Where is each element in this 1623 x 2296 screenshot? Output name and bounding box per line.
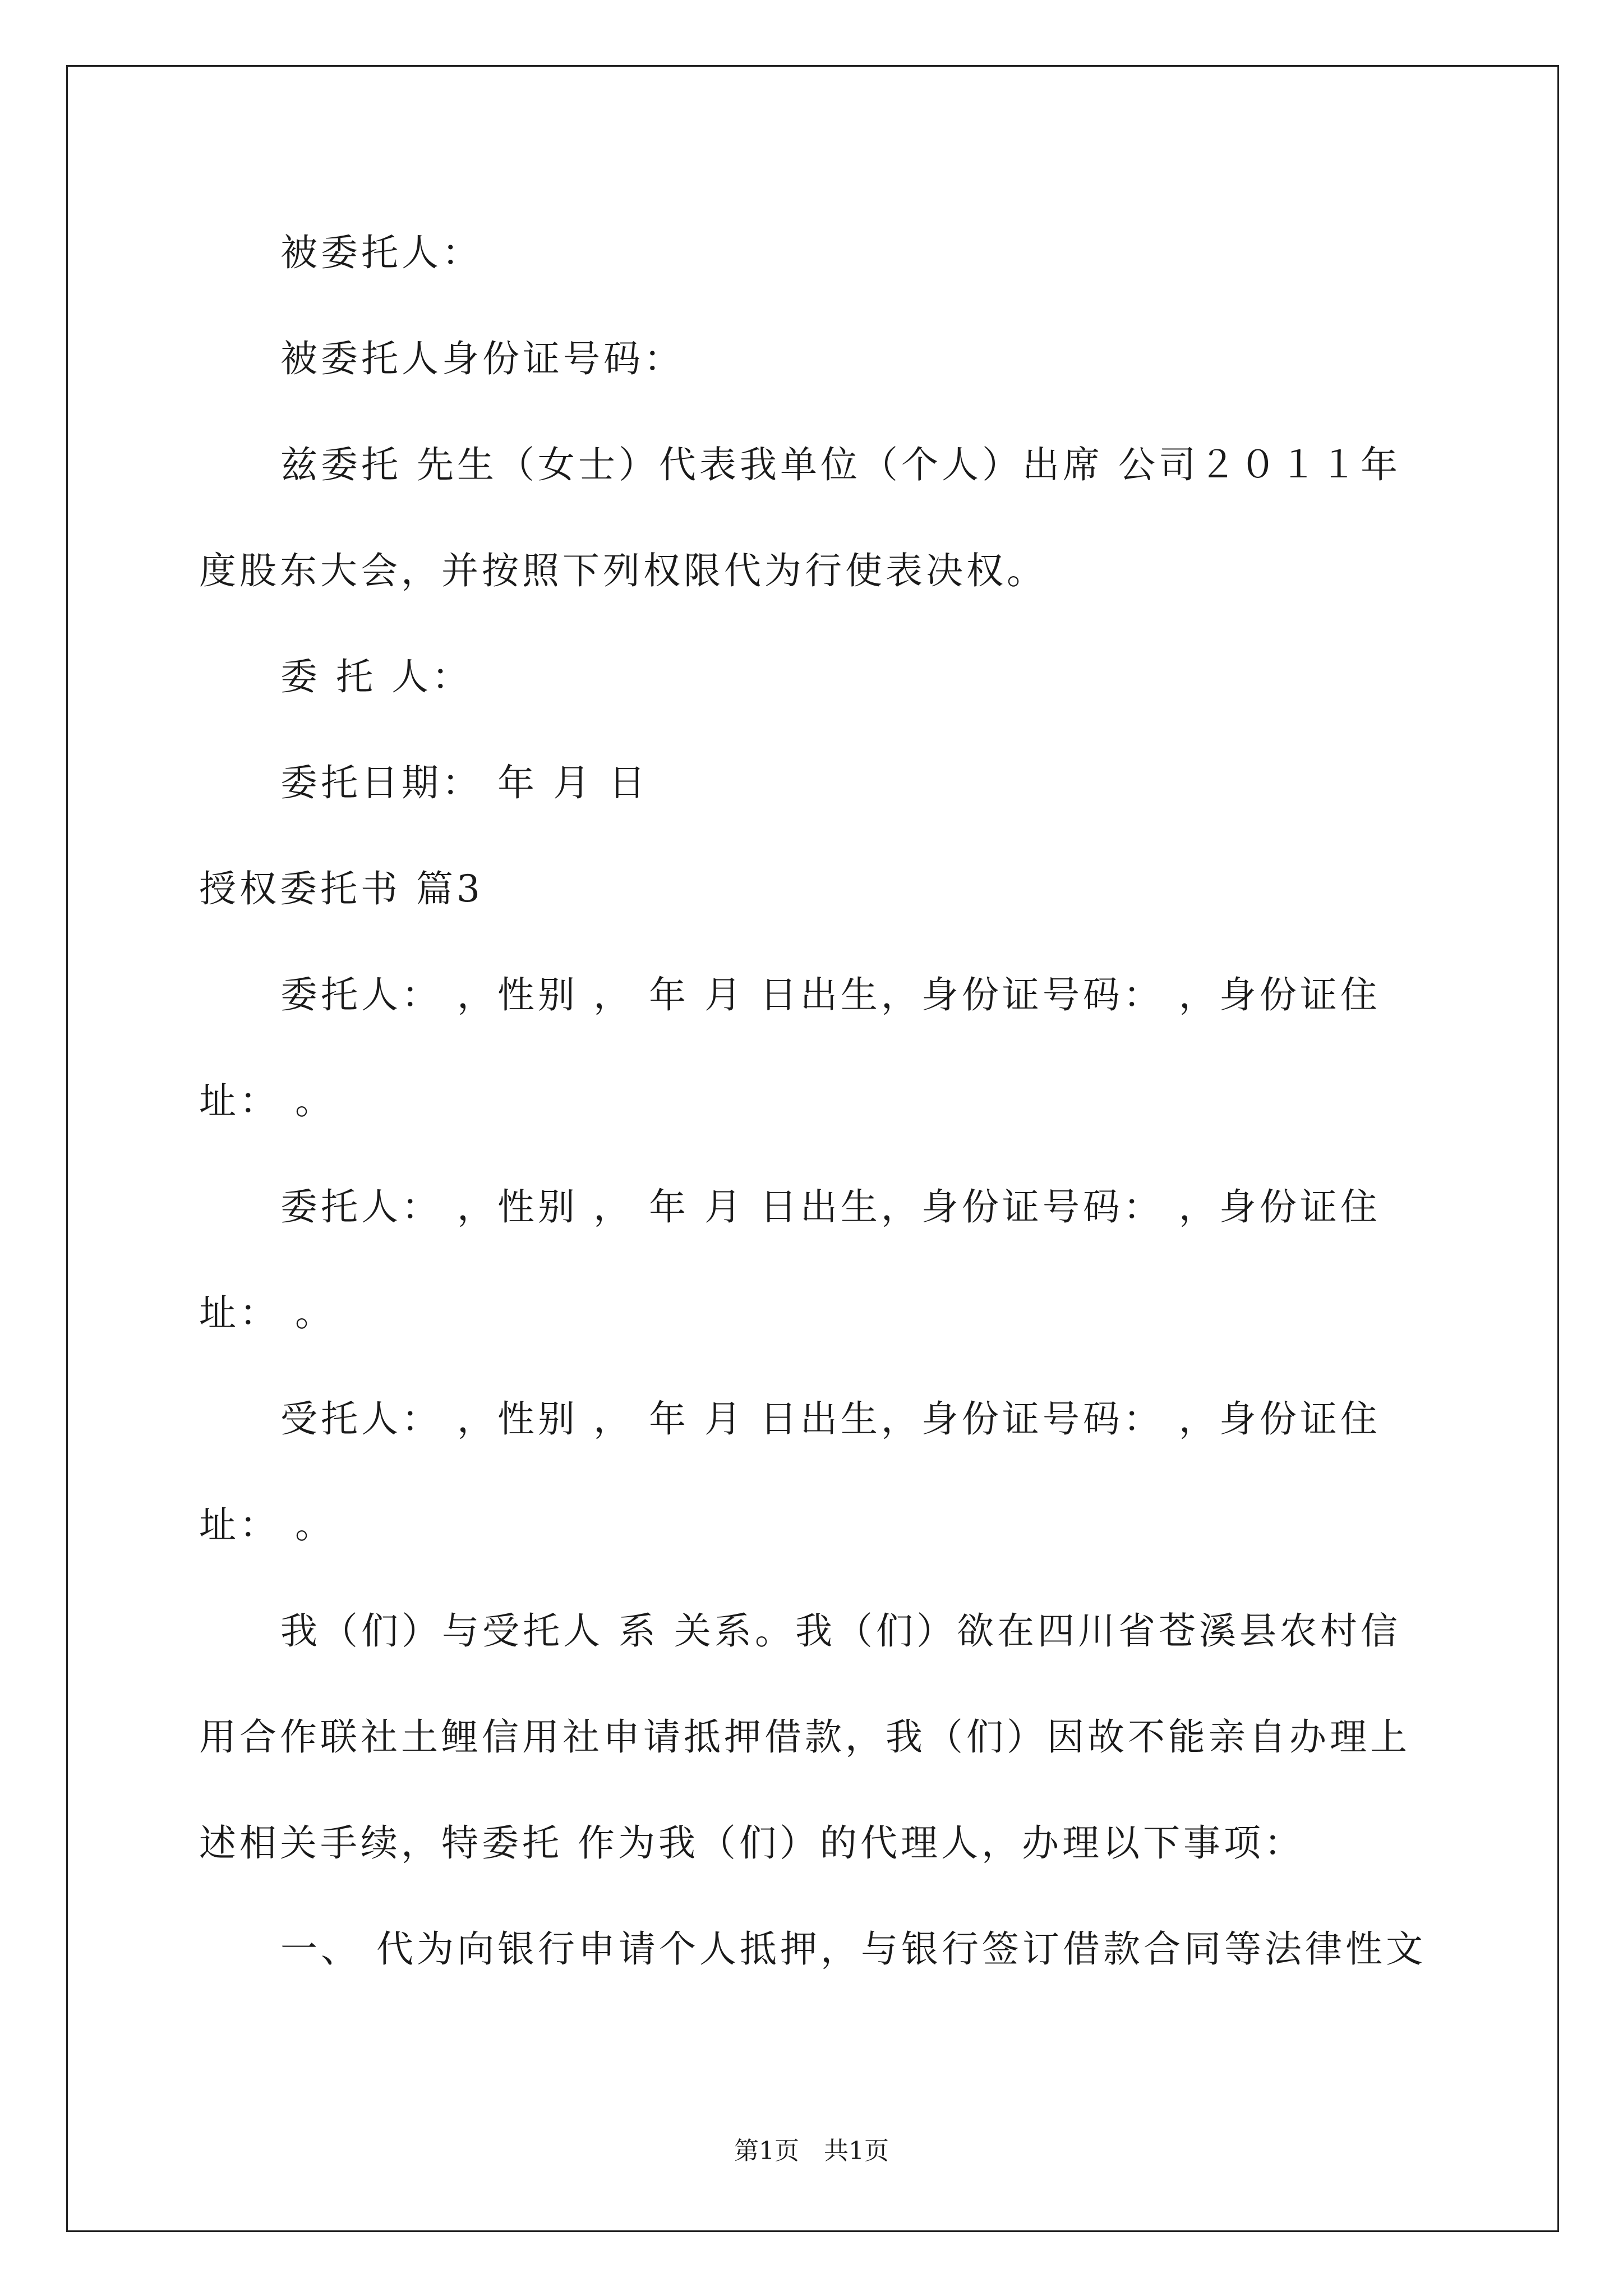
doc-line-6: 委托日期： 年 月 日 — [280, 761, 649, 804]
doc-line-2: 被委托人身份证号码： — [280, 337, 684, 380]
doc-line-4: 度股东大会，并按照下列权限代为行使表决权。 — [199, 549, 1047, 592]
page-footer: 第1页 共1页 — [734, 2137, 889, 2165]
doc-line-3: 兹委托 先生（女士）代表我单位（个人）出席 公司２０１１年 — [280, 443, 1401, 486]
doc-line-15: 用合作联社土鲤信用社申请抵押借款，我（们）因故不能亲自办理上 — [199, 1715, 1410, 1759]
doc-line-11: 址： 。 — [199, 1291, 335, 1335]
doc-line-14: 我（们）与受托人 系 关系。我（们）欲在四川省苍溪县农村信 — [280, 1609, 1401, 1653]
doc-line-12: 受托人： ，性别 ， 年 月 日出生，身份证号码： ，身份证住 — [280, 1397, 1381, 1441]
doc-line-8: 委托人： ，性别 ， 年 月 日出生，身份证号码： ，身份证住 — [280, 973, 1381, 1016]
doc-line-9: 址： 。 — [199, 1079, 335, 1122]
doc-line-1: 被委托人： — [280, 231, 482, 274]
doc-line-5: 委 托 人： — [280, 655, 472, 698]
doc-line-10: 委托人： ，性别 ， 年 月 日出生，身份证号码： ，身份证住 — [280, 1185, 1381, 1228]
doc-line-16: 述相关手续，特委托 作为我（们）的代理人，办理以下事项： — [199, 1821, 1304, 1865]
page-border — [66, 65, 1559, 2232]
doc-line-17: 一、 代为向银行申请个人抵押，与银行签订借款合同等法律性文 — [280, 1927, 1426, 1971]
doc-line-13: 址： 。 — [199, 1503, 335, 1547]
section-heading: 授权委托书 篇3 — [199, 867, 483, 910]
